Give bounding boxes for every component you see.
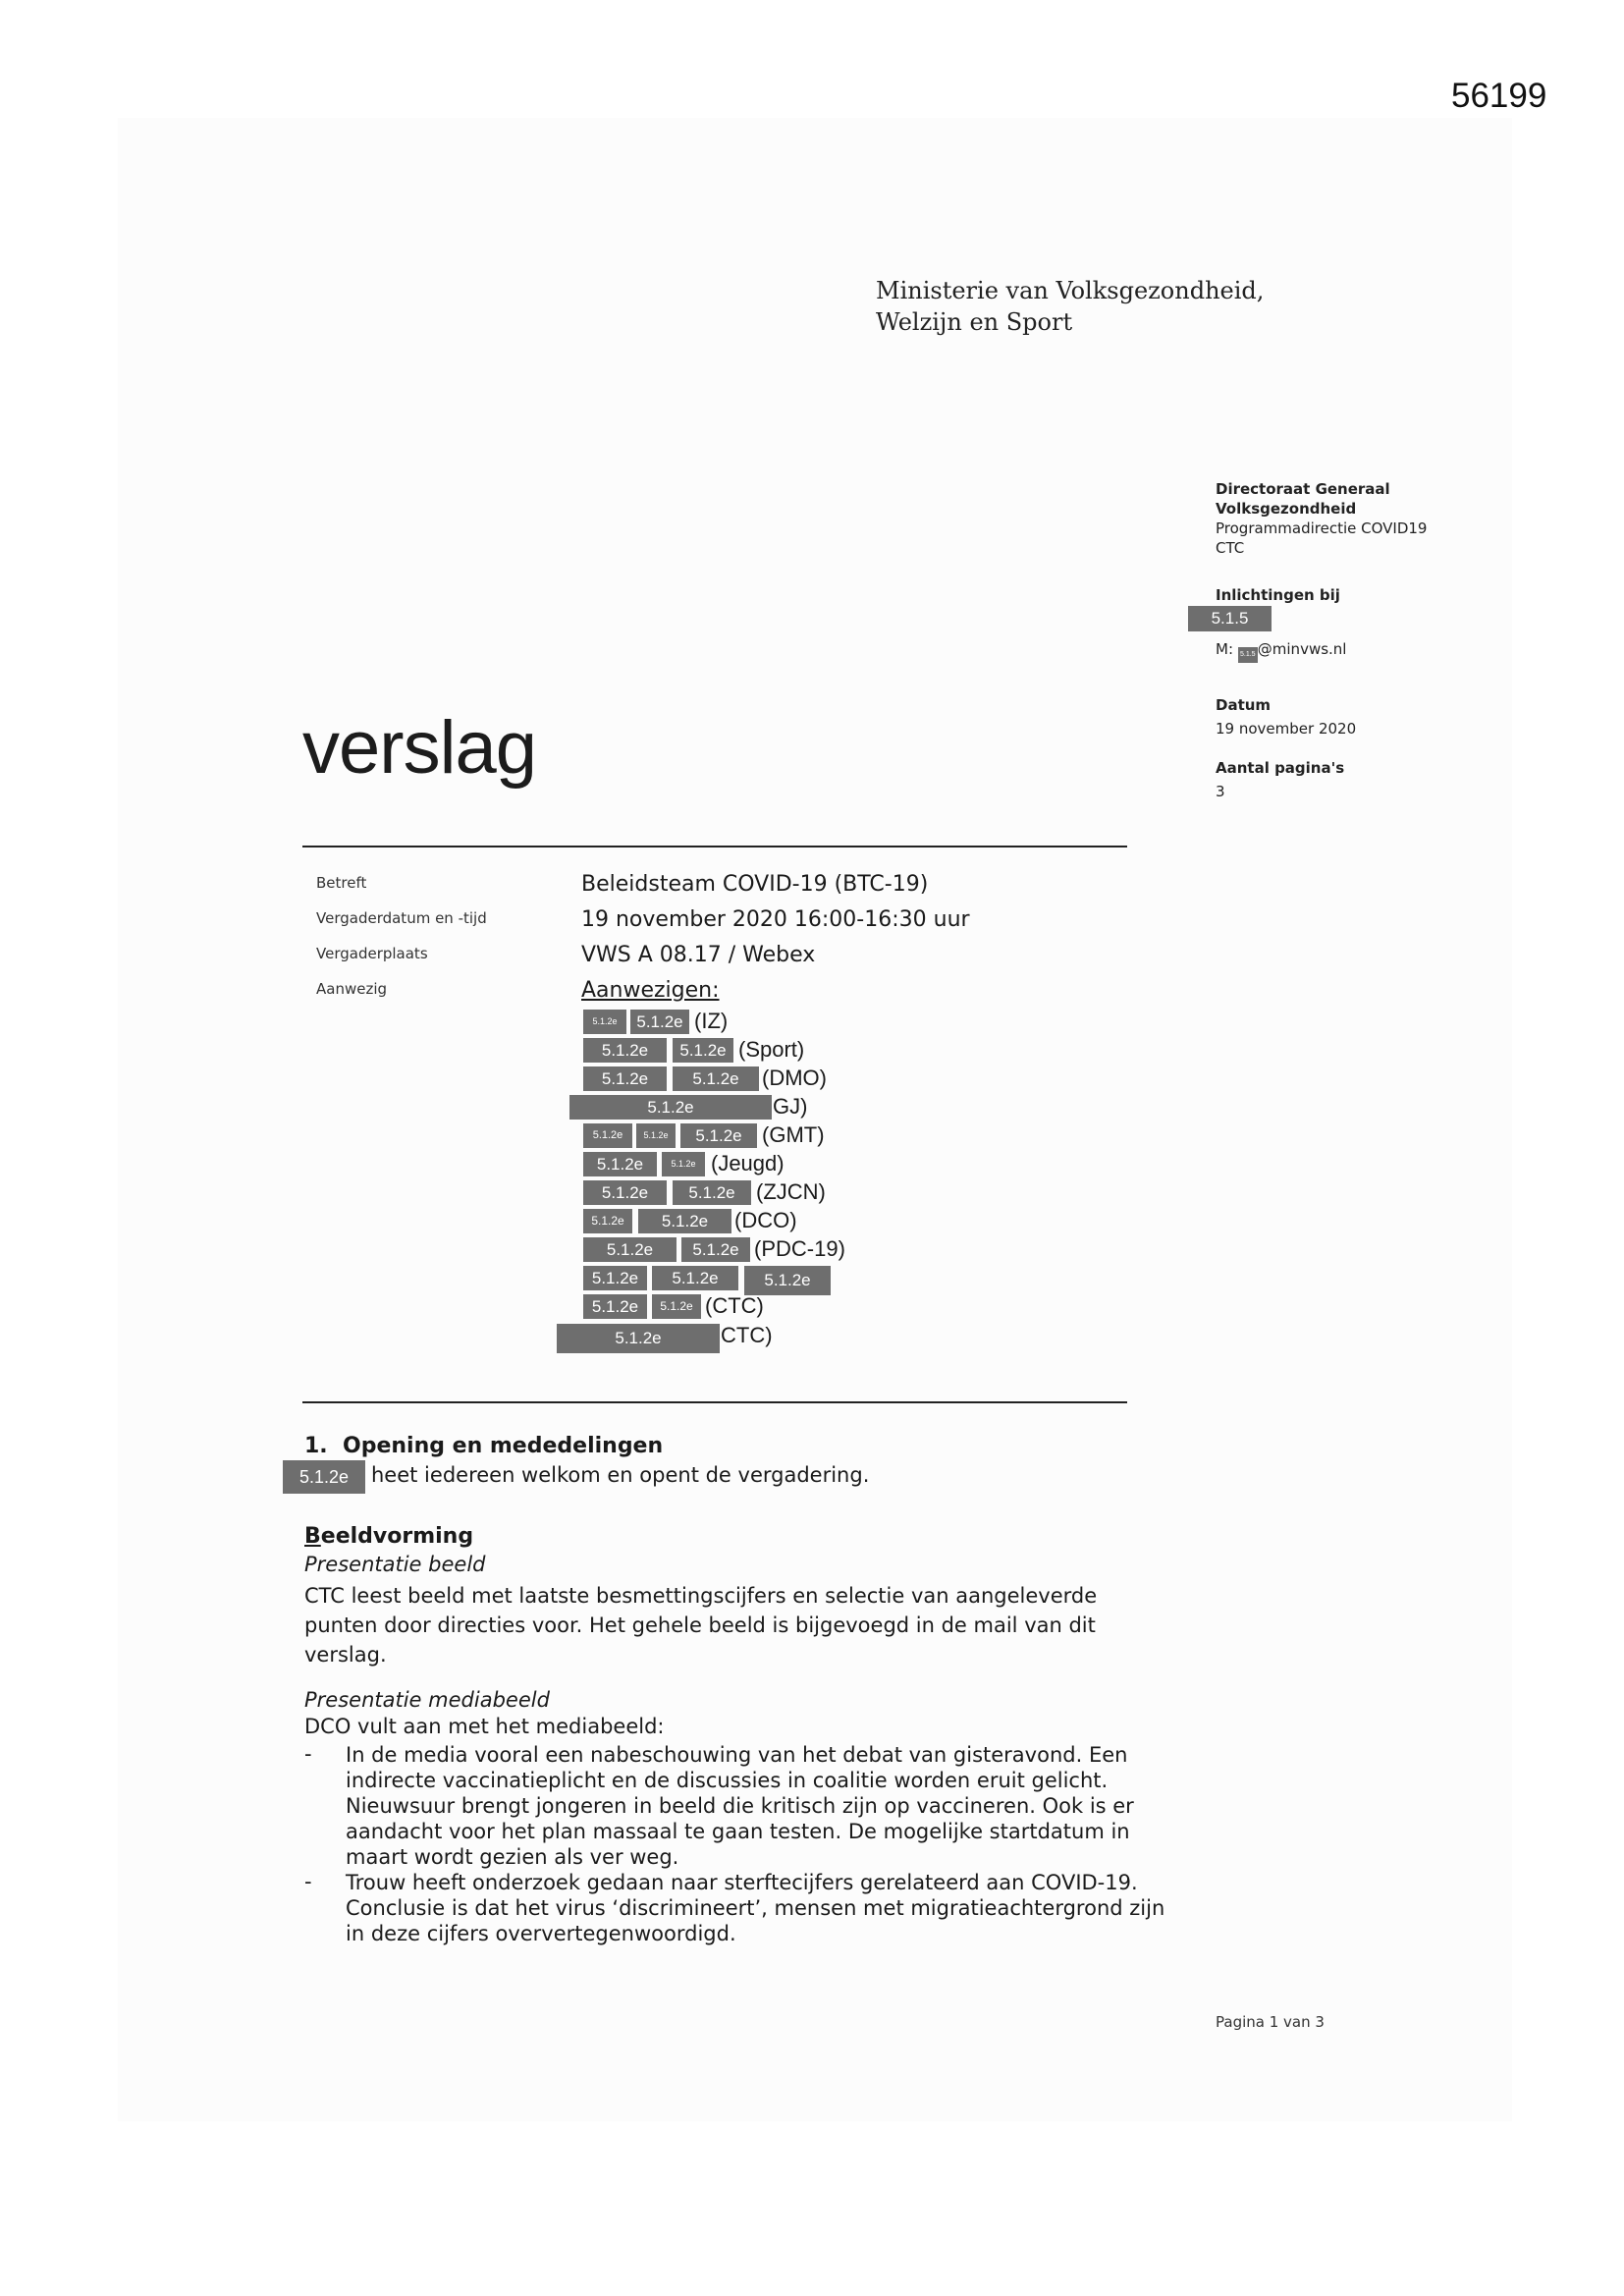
beeldvorming-heading bbox=[304, 1524, 473, 1549]
attendee-directorate: (DCO) bbox=[734, 1208, 797, 1232]
redacted-initials: 5.1.2e bbox=[583, 1066, 667, 1091]
section-1-heading bbox=[304, 1434, 663, 1458]
meta-label-datetime: Vergaderdatum en -tijd bbox=[316, 909, 487, 927]
redacted-initials: 5.1.2e bbox=[583, 1180, 667, 1205]
paragraph-line: CTC leest beeld met laatste besmettingscijfers en selectie van aangeleverde bbox=[304, 1584, 1098, 1608]
redacted-directorate: 5.1.2e bbox=[744, 1266, 831, 1295]
redacted-name: 5.1.2e bbox=[652, 1294, 701, 1319]
attendee-row bbox=[0, 1209, 1624, 1233]
redacted-initials: 5.1.2e bbox=[583, 1010, 626, 1034]
attendee-row bbox=[0, 1038, 1624, 1063]
ministry-logo-text bbox=[876, 275, 1264, 338]
bullet-dash: - bbox=[304, 1742, 312, 1766]
redacted-initials: 5.1.2e bbox=[583, 1266, 647, 1290]
paragraph-line: verslag. bbox=[304, 1643, 387, 1667]
attendee-row bbox=[0, 1123, 1624, 1148]
meta-value-present: Aanwezigen: bbox=[581, 978, 720, 1003]
colophon-pages-label: Aantal pagina's bbox=[1216, 759, 1345, 777]
beeldvorming-heading-initial: B bbox=[304, 1524, 321, 1549]
beeldvorming-heading-rest: eeldvorming bbox=[320, 1524, 474, 1549]
subheading-presentatie-beeld: Presentatie beeld bbox=[304, 1553, 486, 1576]
meta-label-location: Vergaderplaats bbox=[316, 945, 428, 962]
ministry-line-2: Welzijn en Sport bbox=[876, 308, 1073, 336]
section-1-text: heet iedereen welkom en opent de vergadering. bbox=[371, 1463, 870, 1487]
attendee-row bbox=[0, 1095, 1624, 1120]
attendee-directorate: (Sport) bbox=[738, 1037, 805, 1062]
section-1-number: 1. bbox=[304, 1434, 328, 1458]
colophon-org-line-1: Directoraat Generaal bbox=[1216, 480, 1390, 498]
redacted-name: 5.1.2e bbox=[673, 1180, 751, 1205]
attendee-row bbox=[0, 1010, 1624, 1034]
redacted-name: 5.1.2e bbox=[673, 1066, 759, 1091]
bullet-line: In de media vooral een nabeschouwing van het debat van gisteravond. Een bbox=[346, 1743, 1128, 1767]
redacted-name: 5.1.2e bbox=[638, 1209, 731, 1233]
redacted-chair-name: 5.1.2e bbox=[283, 1460, 365, 1494]
section-1-title: Opening en mededelingen bbox=[343, 1434, 664, 1458]
redacted-mail-user: 5.1.5 bbox=[1238, 647, 1258, 663]
redacted-initials: 5.1.2e bbox=[583, 1237, 677, 1262]
bullet-line: Nieuwsuur brengt jongeren in beeld die kritisch zijn op vaccineren. Ook is er bbox=[346, 1794, 1134, 1818]
mediabeeld-intro: DCO vult aan met het mediabeeld: bbox=[304, 1715, 665, 1738]
redacted-initials: 5.1.2e bbox=[583, 1209, 632, 1233]
attendee-row bbox=[0, 1266, 1624, 1290]
bullet-line: maart wordt gezien als ver weg. bbox=[346, 1845, 679, 1869]
bullet-text bbox=[346, 1870, 1210, 1946]
bullet-line: Conclusie is dat het virus ‘discrimineert’, mensen met migratieachtergrond zijn bbox=[346, 1896, 1165, 1920]
attendee-directorate: (Jeugd) bbox=[711, 1151, 785, 1175]
colophon-org-line-3: Programmadirectie COVID19 bbox=[1216, 519, 1428, 537]
redacted-name: 5.1.2e bbox=[557, 1324, 720, 1353]
attendee-directorate: (CTC) bbox=[705, 1293, 764, 1318]
bullet-dash: - bbox=[304, 1870, 312, 1893]
attendee-directorate: (GMT) bbox=[762, 1122, 825, 1147]
redacted-name: 5.1.2e bbox=[569, 1095, 772, 1120]
colophon-mail bbox=[1216, 639, 1346, 663]
paragraph-presentatie-beeld bbox=[304, 1581, 1097, 1669]
meta-label-subject: Betreft bbox=[316, 874, 367, 892]
attendee-row bbox=[0, 1324, 1624, 1348]
redacted-name: 5.1.2e bbox=[652, 1266, 738, 1290]
attendee-row bbox=[0, 1066, 1624, 1091]
document-title: verslag bbox=[302, 706, 536, 790]
redacted-name: 5.1.2e bbox=[630, 1010, 689, 1034]
attendee-directorate: (ZJCN) bbox=[756, 1179, 826, 1204]
mail-domain: @minvws.nl bbox=[1257, 640, 1347, 658]
colophon-info-label: Inlichtingen bij bbox=[1216, 586, 1340, 604]
bullet-item bbox=[304, 1742, 1247, 1880]
attendee-directorate: (IZ) bbox=[694, 1009, 729, 1033]
meta-value-subject: Beleidsteam COVID-19 (BTC-19) bbox=[581, 872, 929, 897]
redacted-name: 5.1.2e bbox=[662, 1152, 705, 1176]
redacted-contact-name: 5.1.5 bbox=[1188, 606, 1272, 631]
colophon-pages-value: 3 bbox=[1216, 783, 1225, 800]
attendee-directorate: (PDC-19) bbox=[754, 1236, 845, 1261]
ministry-line-1: Ministerie van Volksgezondheid, bbox=[876, 277, 1265, 304]
document-number: 56199 bbox=[1451, 77, 1547, 115]
bullet-text bbox=[346, 1742, 1210, 1870]
attendee-directorate: GJ) bbox=[773, 1094, 808, 1119]
attendee-row bbox=[0, 1180, 1624, 1205]
top-divider bbox=[302, 846, 1127, 847]
bullet-item bbox=[304, 1870, 1247, 1952]
redacted-name: 5.1.2e bbox=[680, 1123, 757, 1148]
colophon-org-line-4: CTC bbox=[1216, 539, 1245, 557]
redacted-initials: 5.1.2e bbox=[583, 1038, 667, 1063]
attendee-row bbox=[0, 1152, 1624, 1176]
meta-value-location: VWS A 08.17 / Webex bbox=[581, 943, 816, 967]
bullet-line: aandacht voor het plan massaal te gaan testen. De mogelijke startdatum in bbox=[346, 1820, 1130, 1843]
meta-value-datetime: 19 november 2020 16:00-16:30 uur bbox=[581, 907, 970, 932]
paragraph-line: punten door directies voor. Het gehele beeld is bijgevoegd in de mail van dit bbox=[304, 1613, 1096, 1637]
redacted-name: 5.1.2e bbox=[673, 1038, 733, 1063]
redacted-initials: 5.1.2e bbox=[583, 1123, 632, 1148]
meta-label-present: Aanwezig bbox=[316, 980, 388, 998]
bullet-line: Trouw heeft onderzoek gedaan naar sterftecijfers gerelateerd aan COVID-19. bbox=[346, 1871, 1138, 1894]
attendee-directorate: (DMO) bbox=[762, 1066, 827, 1090]
subheading-presentatie-mediabeeld: Presentatie mediabeeld bbox=[304, 1688, 550, 1712]
colophon-org bbox=[1216, 479, 1427, 558]
attendee-directorate: CTC) bbox=[721, 1323, 773, 1347]
bottom-divider bbox=[302, 1401, 1127, 1403]
redacted-name: 5.1.2e bbox=[681, 1237, 750, 1262]
attendee-row bbox=[0, 1237, 1624, 1262]
colophon-date-label: Datum bbox=[1216, 696, 1272, 714]
colophon-org-line-2: Volksgezondheid bbox=[1216, 500, 1357, 518]
colophon-date-value: 19 november 2020 bbox=[1216, 720, 1357, 738]
page-footer: Pagina 1 van 3 bbox=[1216, 2013, 1325, 2031]
redacted-initials: 5.1.2e bbox=[583, 1152, 657, 1176]
attendee-row bbox=[0, 1294, 1624, 1319]
redacted-initials: 5.1.2e bbox=[636, 1123, 676, 1148]
bullet-line: indirecte vaccinatieplicht en de discussies in coalitie worden eruit gelicht. bbox=[346, 1769, 1109, 1792]
bullet-line: in deze cijfers oververtegenwoordigd. bbox=[346, 1922, 736, 1945]
redacted-initials: 5.1.2e bbox=[583, 1294, 647, 1319]
mail-prefix: M: bbox=[1216, 640, 1233, 658]
